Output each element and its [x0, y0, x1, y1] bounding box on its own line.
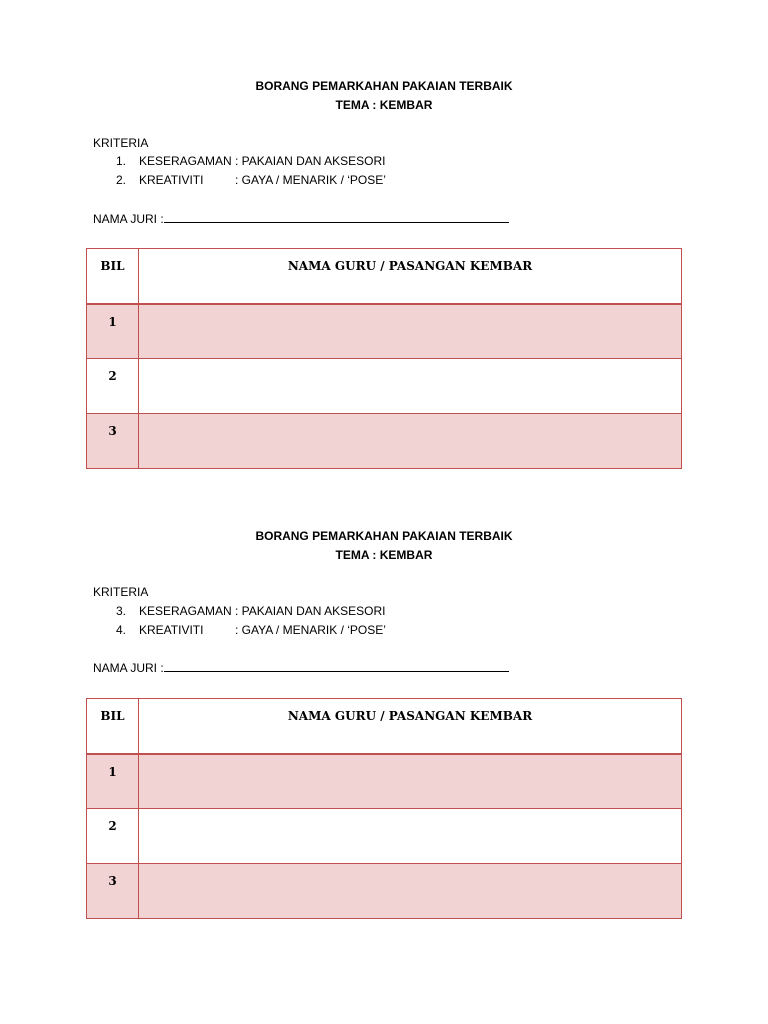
- name-cell[interactable]: [139, 754, 682, 809]
- criteria-number: 2.: [116, 173, 127, 187]
- form-theme: TEMA : KEMBAR: [335, 98, 433, 112]
- judge-name-label: NAMA JURI :: [93, 212, 164, 226]
- criteria-description: : PAKAIAN DAN AKSESORI: [235, 604, 386, 618]
- table-row: [87, 414, 682, 469]
- row-number: 2: [87, 809, 139, 864]
- criteria-item: [116, 171, 386, 190]
- judge-name-row: [93, 658, 509, 678]
- table-row: [87, 864, 682, 919]
- criteria-item: [116, 152, 386, 171]
- criteria-name: KESERAGAMAN: [139, 154, 232, 168]
- judge-name-label: NAMA JURI :: [93, 661, 164, 675]
- name-cell[interactable]: [139, 414, 682, 469]
- form-theme: TEMA : KEMBAR: [335, 548, 433, 562]
- criteria-item: [116, 602, 386, 621]
- criteria-description: : GAYA / MENARIK / ‘POSE’: [235, 623, 386, 637]
- name-cell[interactable]: [139, 304, 682, 359]
- row-number: 1: [87, 304, 139, 359]
- column-header-nama: NAMA GURU / PASANGAN KEMBAR: [139, 699, 682, 754]
- criteria-name: KREATIVITI: [139, 623, 204, 637]
- criteria-number: 4.: [116, 623, 127, 637]
- table-row: [87, 754, 682, 809]
- table-row: [87, 809, 682, 864]
- name-cell[interactable]: [139, 359, 682, 414]
- judge-name-field[interactable]: [164, 209, 509, 223]
- row-number: 1: [87, 754, 139, 809]
- score-table: [86, 248, 682, 469]
- name-cell[interactable]: [139, 809, 682, 864]
- row-number: 2: [87, 359, 139, 414]
- criteria-item: [116, 621, 386, 640]
- criteria-description: : PAKAIAN DAN AKSESORI: [235, 154, 386, 168]
- criteria-number: 3.: [116, 604, 127, 618]
- form-title: BORANG PEMARKAHAN PAKAIAN TERBAIK: [255, 529, 513, 543]
- score-table: [86, 698, 682, 919]
- row-number: 3: [87, 414, 139, 469]
- table-row: [87, 359, 682, 414]
- criteria-name: KREATIVITI: [139, 173, 204, 187]
- criteria-heading: KRITERIA: [93, 136, 149, 150]
- form-title: BORANG PEMARKAHAN PAKAIAN TERBAIK: [255, 79, 513, 93]
- table-row: [87, 304, 682, 359]
- judge-name-field[interactable]: [164, 658, 509, 672]
- row-number: 3: [87, 864, 139, 919]
- criteria-heading: KRITERIA: [93, 585, 149, 599]
- judge-name-row: [93, 209, 509, 229]
- column-header-bil: BIL: [87, 699, 139, 754]
- criteria-name: KESERAGAMAN: [139, 604, 232, 618]
- criteria-number: 1.: [116, 154, 127, 168]
- column-header-bil: BIL: [87, 249, 139, 304]
- criteria-description: : GAYA / MENARIK / ‘POSE’: [235, 173, 386, 187]
- name-cell[interactable]: [139, 864, 682, 919]
- column-header-nama: NAMA GURU / PASANGAN KEMBAR: [139, 249, 682, 304]
